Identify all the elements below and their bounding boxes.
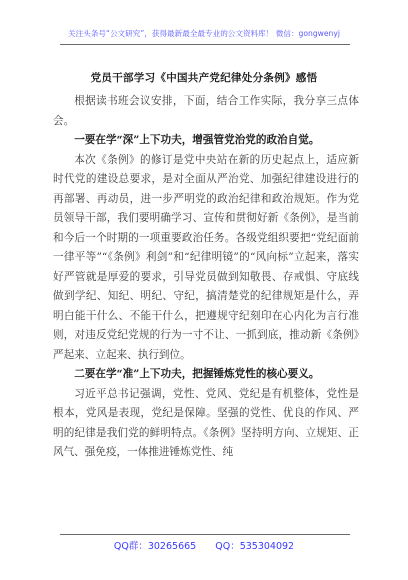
page-footer	[0, 538, 408, 552]
body-paragraph: 习近平总书记强调，党性、党风、党纪是有机整体，党性是根本，党风是表现，党纪是保障。坚强的党性、优良的作风、严明的纪律是我们党的鲜明特点。《条例》坚持明方向、立规矩、正风气、强免疫，一体推进锤炼党性、纯	[53, 387, 359, 458]
page-header: 关注头条号“公文研究”，获得最新最全最专业的公文资料库！ 微信：gongwenyj	[68, 29, 340, 38]
document-body	[53, 92, 359, 463]
footer-qq-group: QQ群：30265665	[113, 541, 197, 552]
footer-qq-number: QQ：535304092	[215, 541, 295, 552]
body-paragraph: 本次《条例》的修订是党中央站在新的历史起点上，适应新时代党的建设总要求，是对全面从严治党、加强纪律建设进行的再部署、再动员，进一步严明党的政治纪律和政治规矩。作为党员领导干部，我们要明确学习、宣传和贯彻好新《条例》，是当前和今后一个时期的一项重要政治任务。各级党组织要把“党纪面前一律平等”“《条例》利剑”和“纪律明镜”的“风向标”立起来，落实好严管就是厚爱的要求，引导党员做到知敬畏、存戒惧、守底线做到学纪、知纪、明纪、守纪，搞清楚党的纪律规矩是什么，弄明白能干什么、不能干什么，把遵规守纪刻印在心内化为言行准则，对违反党纪党规的行为一寸不让、一抓到底，推动新《条例》严起来、立起来、执行到位。	[53, 153, 359, 361]
body-paragraph: 根据读书班会议安排，下面，结合工作实际，我分享三点体会。	[53, 95, 359, 127]
section-heading: 二要在学“准”上下功夫，把握锤炼党性的核心要义。	[74, 368, 320, 380]
footer-divider	[60, 534, 350, 535]
header-divider	[60, 44, 350, 45]
document-title: 党员干部学习《中国共产党纪律处分条例》感悟	[90, 72, 318, 84]
section-heading: 一要在学“深”上下功夫，增强管党治党的政治自觉。	[74, 134, 320, 146]
